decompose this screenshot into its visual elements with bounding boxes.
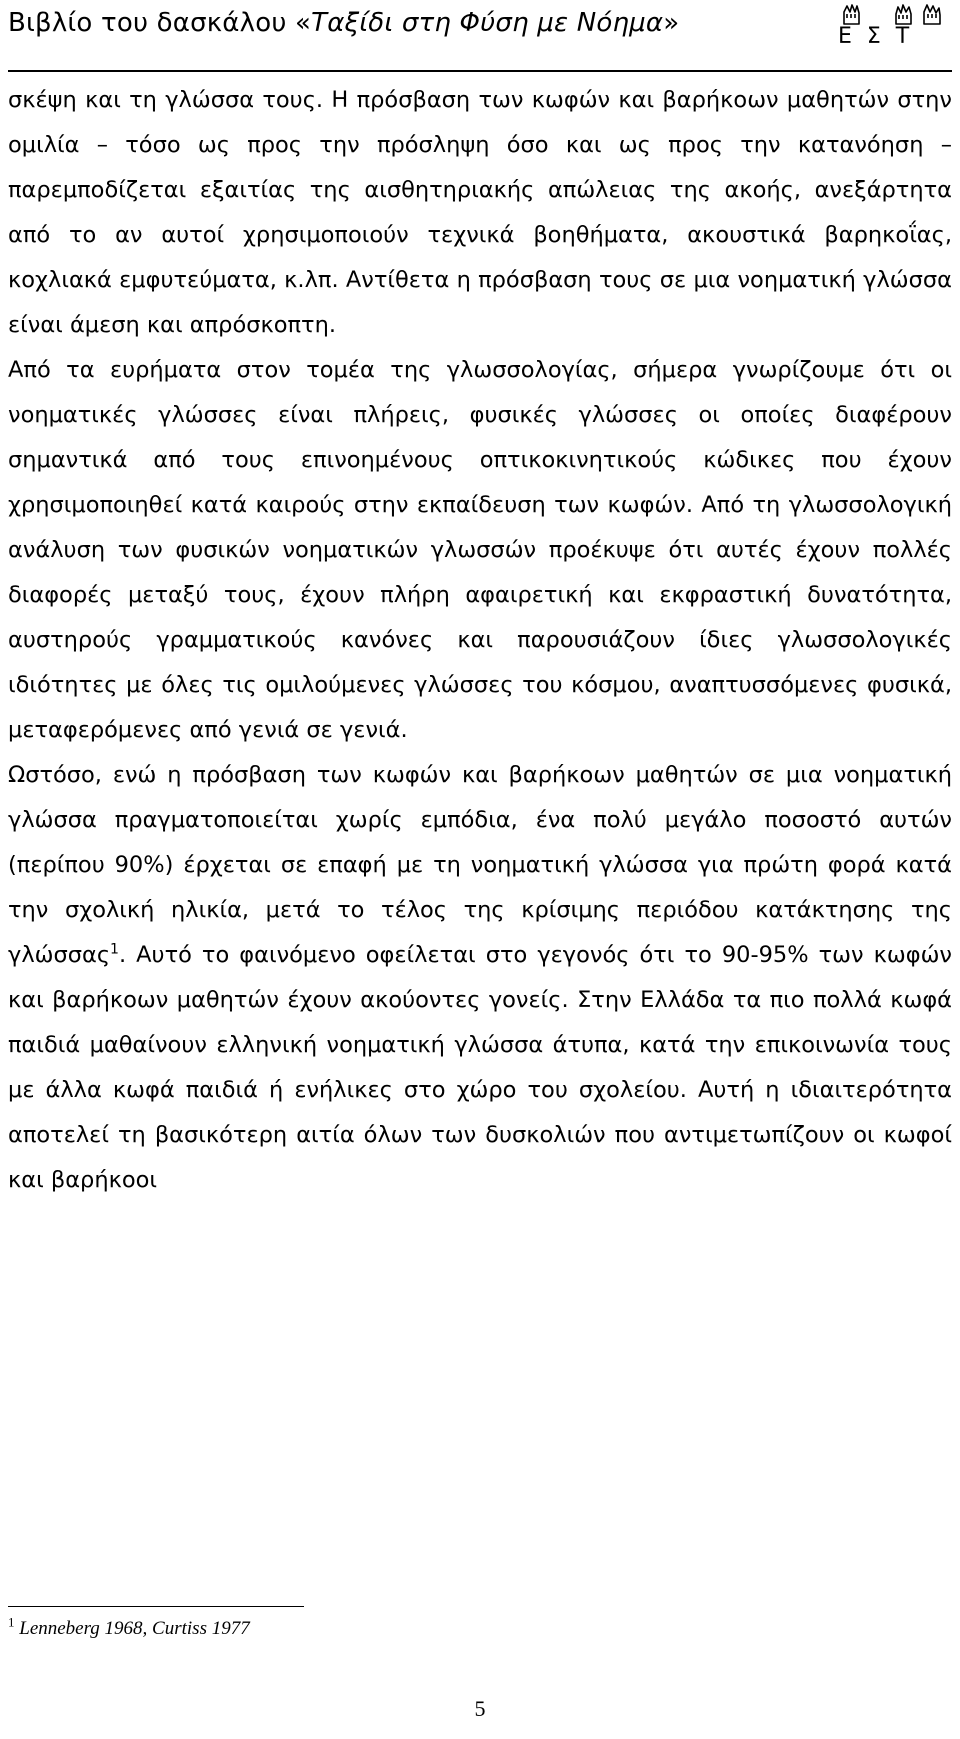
paragraph-3-text-start: Ωστόσο, ενώ η πρόσβαση των κωφών και βαρήκοων μαθητών σε μια νοηματική γλώσσα πραγματοποιείται χωρίς εμπόδια, ένα πολύ μεγάλο ποσοστό αυτών (περίπου 90%) έρχεται σε επαφή με τη νοηματική γλώσσα για πρώτη φορά κατά την σχολική ηλικία, μετά το τέλος της κρίσιμης περιόδου κατάκτησης της γλώσσας xyxy=(8,762,952,968)
book-title-prefix: Βιβλίο του δασκάλου « xyxy=(8,8,312,38)
main-text xyxy=(8,78,952,1203)
sign-language-logo xyxy=(838,2,948,48)
page-header xyxy=(8,2,952,66)
hand-signs-icon xyxy=(838,2,948,26)
footnote-mark: 1 xyxy=(8,1614,15,1630)
logo-letters: Ε Σ Τ xyxy=(838,24,914,49)
footnote-text: Lenneberg 1968, Curtiss 1977 xyxy=(19,1618,250,1639)
book-title xyxy=(8,8,679,38)
header-divider xyxy=(8,70,952,72)
paragraph-1: σκέψη και τη γλώσσα τους. Η πρόσβαση των κωφών και βαρήκοων μαθητών στην ομιλία – τόσο ως προς την πρόσληψη όσο και ως προς την κατανόηση – παρεμποδίζεται εξαιτίας της αισθητηριακής απώλειας της ακοής, ανεξάρτητα από το αν αυτοί χρησιμοποιούν τεχνικά βοηθήματα, ακουστικά βαρηκοΐας, κοχλιακά εμφυτεύματα, κ.λπ. Αντίθετα η πρόσβαση τους σε μια νοηματική γλώσσα είναι άμεση και απρόσκοπτη. xyxy=(8,87,952,338)
footnote-divider xyxy=(8,1606,304,1607)
paragraph-2: Από τα ευρήματα στον τομέα της γλωσσολογίας, σήμερα γνωρίζουμε ότι οι νοηματικές γλώσσες είναι πλήρεις, φυσικές γλώσσες οι οποίες διαφέρουν σημαντικά από τους επινοημένους οπτικοκινητικούς κώδικες που έχουν χρησιμοποιηθεί κατά καιρούς στην εκπαίδευση των κωφών. Από τη γλωσσολογική ανάλυση των φυσικών νοηματικών γλωσσών προέκυψε ότι αυτές έχουν πολλές διαφορές μεταξύ τους, έχουν πλήρη αφαιρετική και εκφραστική δυνατότητα, αυστηρούς γραμματικούς κανόνες και παρουσιάζουν ίδιες γλωσσολογικές ιδιότητες με όλες τις ομιλούμενες γλώσσες του κόσμου, αναπτυσσόμενες φυσικά, μεταφερόμενες από γενιά σε γενιά. xyxy=(8,357,952,743)
page-number: 5 xyxy=(474,1696,486,1721)
paragraph-3-text-end: . Αυτό το φαινόμενο οφείλεται στο γεγονός ότι το 90-95% των κωφών και βαρήκοων μαθητών έχουν ακούοντες γονείς. Στην Ελλάδα τα πιο πολλά κωφά παιδιά μαθαίνουν ελληνική νοηματική γλώσσα άτυπα, κατά την επικοινωνία τους με άλλα κωφά παιδιά ή ενήλικες στο χώρο του σχολείου. Αυτή η ιδιαιτερότητα αποτελεί τη βασικότερη αιτία όλων των δυσκολιών που αντιμετωπίζουν οι κωφοί και βαρήκοοι xyxy=(8,942,952,1193)
footnote-reference[interactable]: 1 xyxy=(110,941,119,958)
paragraph-3 xyxy=(8,753,952,1203)
book-title-suffix: » xyxy=(663,8,680,38)
book-title-italic: Ταξίδι στη Φύση με Νόημα xyxy=(311,8,664,38)
footnote xyxy=(8,1614,250,1640)
